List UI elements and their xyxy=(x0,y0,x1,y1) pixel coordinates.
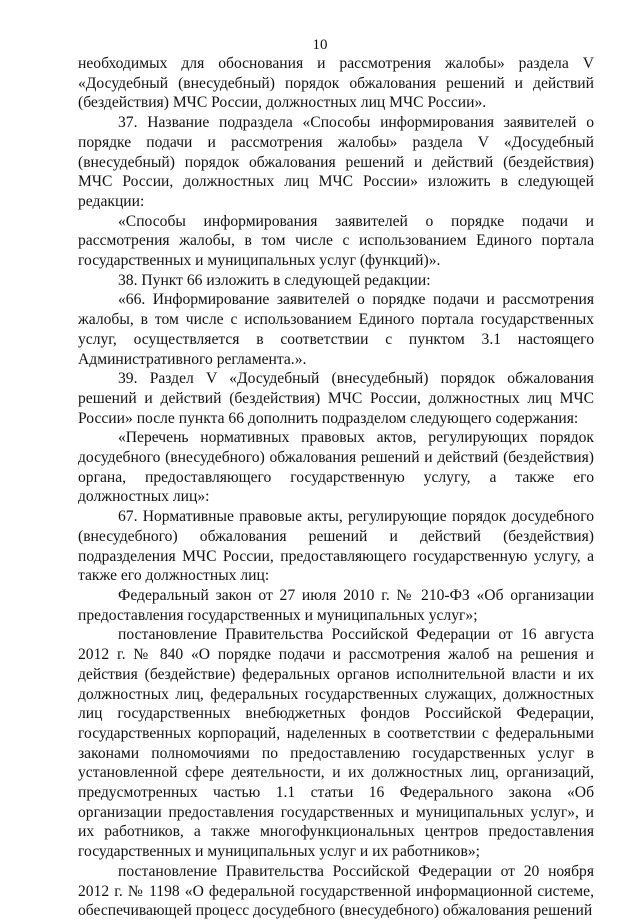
paragraph-item-38: 38. Пункт 66 изложить в следующей редакции: xyxy=(118,271,431,289)
paragraph-quote-66: «66. Информирование заявителей о порядке подачи и рассмотрения жалобы, в том числе с использованием Единого портала государственных услуг, осуществляется в соответствии с пунктом 3.1 настоящего Административного регламента.». xyxy=(78,291,594,368)
paragraph-resolution-1198: постановление Правительства Российской Федерации от 20 ноября 2012 г. № 1198 «О федеральной государственной информационной системе, обеспечивающей процесс досудебного (внесудебного) обжалования решений xyxy=(78,862,594,920)
page-number: 10 xyxy=(312,37,328,53)
paragraph-item-39: 39. Раздел V «Досудебный (внесудебный) порядок обжалования решений и действий (бездействия) МЧС России, должностных лиц МЧС России» после пункта 66 дополнить подразделом следующего содержания: xyxy=(78,370,594,427)
paragraph-item-67: 67. Нормативные правовые акты, регулирующие порядок досудебного (внесудебного) обжалования решений и действий (бездействия) подразделения МЧС России, предоставляющего государственную услугу, а также его должностных лиц: xyxy=(78,508,594,585)
paragraph-law-210: Федеральный закон от 27 июля 2010 г. № 210-ФЗ «Об организации предоставления государственных и муниципальных услуг»; xyxy=(78,586,594,624)
document-body xyxy=(78,54,594,921)
paragraph-quote-37: «Способы информирования заявителей о порядке подачи и рассмотрения жалобы, в том числе с использованием Единого портала государственных и муниципальных услуг (функций)». xyxy=(78,212,594,270)
paragraph-resolution-840: постановление Правительства Российской Федерации от 16 августа 2012 г. № 840 «О порядке подачи и рассмотрения жалоб на решения и действия (бездействие) федеральных органов исполнительной власти и их должностных лиц, федеральных государственных служащих, должностных лиц государственных внебюджетных фондов Российской Федерации, государственных корпораций, наделенных в соответствии с федеральными законами полномочиями по предоставлению государственных услуг в установленной сфере деятельности, и их должностных лиц, организаций, предусмотренных частью 1.1 статьи 16 Федерального закона «Об организации предоставления государственных и муниципальных услуг», и их работников, а также многофункциональных центров предоставления государственных и муниципальных услуг и их работников»; xyxy=(78,626,594,861)
paragraph-continuation: необходимых для обоснования и рассмотрения жалобы» раздела V «Досудебный (внесудебный) порядок обжалования решений и действий (бездействия) МЧС России, должностных лиц МЧС России». xyxy=(78,55,594,112)
paragraph-quote-39: «Перечень нормативных правовых актов, регулирующих порядок досудебного (внесудебного) обжалования решений и действий (бездействия) органа, предоставляющего государственную услугу, а также его должностных лиц»: xyxy=(78,429,594,506)
paragraph-item-37: 37. Название подраздела «Способы информирования заявителей о порядке подачи и рассмотрения жалобы» раздела V «Досудебный (внесудебный) порядок обжалования решений и действий (бездействия) МЧС России, должностных лиц МЧС России» изложить в следующей редакции: xyxy=(78,114,594,210)
